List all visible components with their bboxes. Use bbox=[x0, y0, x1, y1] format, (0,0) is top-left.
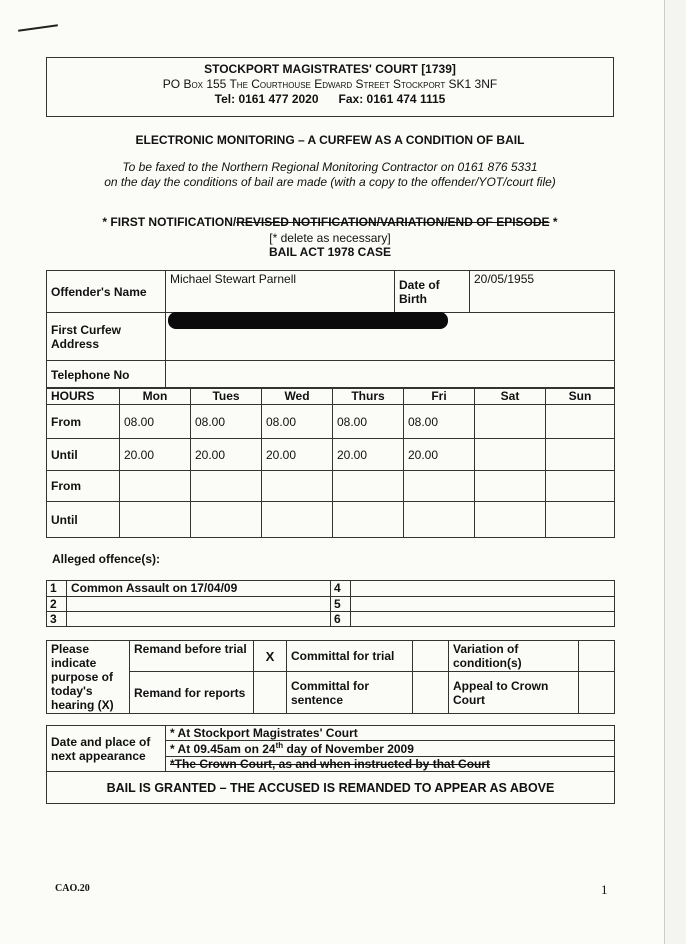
notification-end: * bbox=[549, 215, 558, 229]
offences-label: Alleged offence(s): bbox=[52, 552, 161, 566]
offence-row bbox=[47, 612, 615, 627]
hours-row-label: From bbox=[47, 405, 120, 439]
offence-number: 1 bbox=[47, 581, 67, 597]
dob-label: Date of Birth bbox=[395, 271, 470, 313]
pen-mark bbox=[18, 24, 58, 32]
fax-instruction-2: on the day the conditions of bail are made (with a copy to the offender/YOT/court file) bbox=[104, 175, 556, 189]
offence-text bbox=[351, 597, 615, 612]
telephone-value bbox=[166, 361, 615, 389]
delete-note: [* delete as necessary] bbox=[269, 231, 391, 245]
hours-cell bbox=[475, 502, 546, 538]
notification-struck: REVISED NOTIFICATION/VARIATION/END OF EPISODE bbox=[236, 215, 550, 229]
hours-cell bbox=[191, 471, 262, 502]
bail-act: BAIL ACT 1978 CASE bbox=[268, 245, 392, 259]
dob-value: 20/05/1955 bbox=[470, 271, 615, 313]
offence-row bbox=[47, 581, 615, 597]
bail-statement: BAIL IS GRANTED – THE ACCUSED IS REMANDED TO APPEAR AS ABOVE bbox=[47, 772, 615, 804]
offence-number: 5 bbox=[331, 597, 351, 612]
hearing-purpose-table bbox=[46, 640, 615, 714]
committal-for-sentence: Committal for sentence bbox=[287, 672, 413, 714]
purpose-label: Please indicate purpose of today's hearing (X) bbox=[47, 641, 130, 714]
hours-row bbox=[47, 439, 615, 471]
hours-cell: 08.00 bbox=[333, 405, 404, 439]
hours-cell bbox=[546, 405, 615, 439]
hours-cell bbox=[333, 502, 404, 538]
committal-sentence-mark bbox=[413, 672, 449, 714]
day-header: Sun bbox=[546, 388, 615, 405]
offence-text bbox=[67, 612, 331, 627]
next-appearance-label: Date and place of next appearance bbox=[47, 726, 166, 772]
next-appearance-crown-court: *The Crown Court, as and when instructed by that Court bbox=[166, 757, 615, 772]
next-appearance-court: * At Stockport Magistrates' Court bbox=[166, 726, 615, 741]
offence-text bbox=[67, 597, 331, 612]
hours-header-row bbox=[47, 388, 615, 405]
hours-cell bbox=[262, 502, 333, 538]
offender-name-label: Offender's Name bbox=[47, 271, 166, 313]
hours-cell: 08.00 bbox=[262, 405, 333, 439]
court-contacts bbox=[47, 92, 613, 106]
hours-cell: 08.00 bbox=[120, 405, 191, 439]
hours-cell bbox=[333, 471, 404, 502]
court-name: STOCKPORT MAGISTRATES' COURT [1739] bbox=[204, 62, 456, 76]
remand-trial-mark: X bbox=[254, 641, 287, 672]
next-appearance-date-text: day of November 2009 bbox=[283, 742, 414, 756]
committal-for-trial: Committal for trial bbox=[287, 641, 413, 672]
fax-instruction: To be faxed to the Northern Regional Monitoring Contractor on 0161 876 5331 bbox=[122, 160, 538, 174]
notification-first: * FIRST NOTIFICATION/ bbox=[102, 215, 237, 229]
next-appearance-time-text: * At 09.45am on 24 bbox=[170, 742, 276, 756]
hours-row-label: Until bbox=[47, 439, 120, 471]
offence-number: 3 bbox=[47, 612, 67, 627]
hours-row bbox=[47, 502, 615, 538]
hours-cell bbox=[120, 471, 191, 502]
hours-cell bbox=[262, 471, 333, 502]
hours-row-label: Until bbox=[47, 502, 120, 538]
hours-cell bbox=[404, 502, 475, 538]
court-header bbox=[46, 57, 614, 117]
offence-text bbox=[351, 581, 615, 597]
day-header: Thurs bbox=[333, 388, 404, 405]
remand-before-trial: Remand before trial bbox=[130, 641, 254, 672]
remand-for-reports: Remand for reports bbox=[130, 672, 254, 714]
hours-cell bbox=[546, 471, 615, 502]
next-appearance-table bbox=[46, 725, 615, 804]
offence-number: 4 bbox=[331, 581, 351, 597]
hours-cell: 08.00 bbox=[191, 405, 262, 439]
court-tel: Tel: 0161 477 2020 bbox=[214, 92, 319, 106]
hours-cell: 20.00 bbox=[404, 439, 475, 471]
committal-trial-mark bbox=[413, 641, 449, 672]
hours-cell: 20.00 bbox=[191, 439, 262, 471]
telephone-label: Telephone No bbox=[47, 361, 166, 389]
hours-row bbox=[47, 405, 615, 439]
day-header: Sat bbox=[475, 388, 546, 405]
court-fax: Fax: 0161 474 1115 bbox=[338, 92, 446, 106]
next-appearance-time bbox=[166, 741, 615, 757]
curfew-address-label: First Curfew Address bbox=[47, 313, 166, 361]
hours-cell: 20.00 bbox=[262, 439, 333, 471]
hours-cell bbox=[404, 471, 475, 502]
redaction bbox=[168, 312, 448, 329]
variation-mark bbox=[579, 641, 615, 672]
hours-cell: 20.00 bbox=[120, 439, 191, 471]
form-title: ELECTRONIC MONITORING – A CURFEW AS A CONDITION OF BAIL bbox=[135, 133, 525, 147]
offences-table bbox=[46, 580, 615, 627]
day-header: Fri bbox=[404, 388, 475, 405]
hours-cell bbox=[191, 502, 262, 538]
court-address: PO Box 155 The Courthouse Edward Street Stockport SK1 3NF bbox=[162, 77, 498, 91]
hours-cell bbox=[546, 502, 615, 538]
hours-cell bbox=[475, 405, 546, 439]
hours-cell: 08.00 bbox=[404, 405, 475, 439]
offender-name: Michael Stewart Parnell bbox=[166, 271, 395, 313]
offender-table bbox=[46, 270, 615, 389]
day-header: Mon bbox=[120, 388, 191, 405]
page-number: 1 bbox=[601, 882, 608, 897]
notification-type bbox=[46, 215, 614, 229]
offence-number: 6 bbox=[331, 612, 351, 627]
date-suffix: th bbox=[275, 741, 284, 750]
hours-cell bbox=[546, 439, 615, 471]
hours-header: HOURS bbox=[47, 388, 120, 405]
day-header: Wed bbox=[262, 388, 333, 405]
offence-text: Common Assault on 17/04/09 bbox=[67, 581, 331, 597]
variation-of-conditions: Variation of condition(s) bbox=[449, 641, 579, 672]
appeal-to-crown-court: Appeal to Crown Court bbox=[449, 672, 579, 714]
hours-cell bbox=[475, 439, 546, 471]
offence-number: 2 bbox=[47, 597, 67, 612]
hours-cell bbox=[475, 471, 546, 502]
offence-row bbox=[47, 597, 615, 612]
curfew-hours-table bbox=[46, 387, 615, 538]
hours-cell: 20.00 bbox=[333, 439, 404, 471]
hours-cell bbox=[120, 502, 191, 538]
form-code: CAO.20 bbox=[55, 883, 90, 894]
remand-reports-mark bbox=[254, 672, 287, 714]
day-header: Tues bbox=[191, 388, 262, 405]
offence-text bbox=[351, 612, 615, 627]
appeal-mark bbox=[579, 672, 615, 714]
hours-row bbox=[47, 471, 615, 502]
hours-row-label: From bbox=[47, 471, 120, 502]
